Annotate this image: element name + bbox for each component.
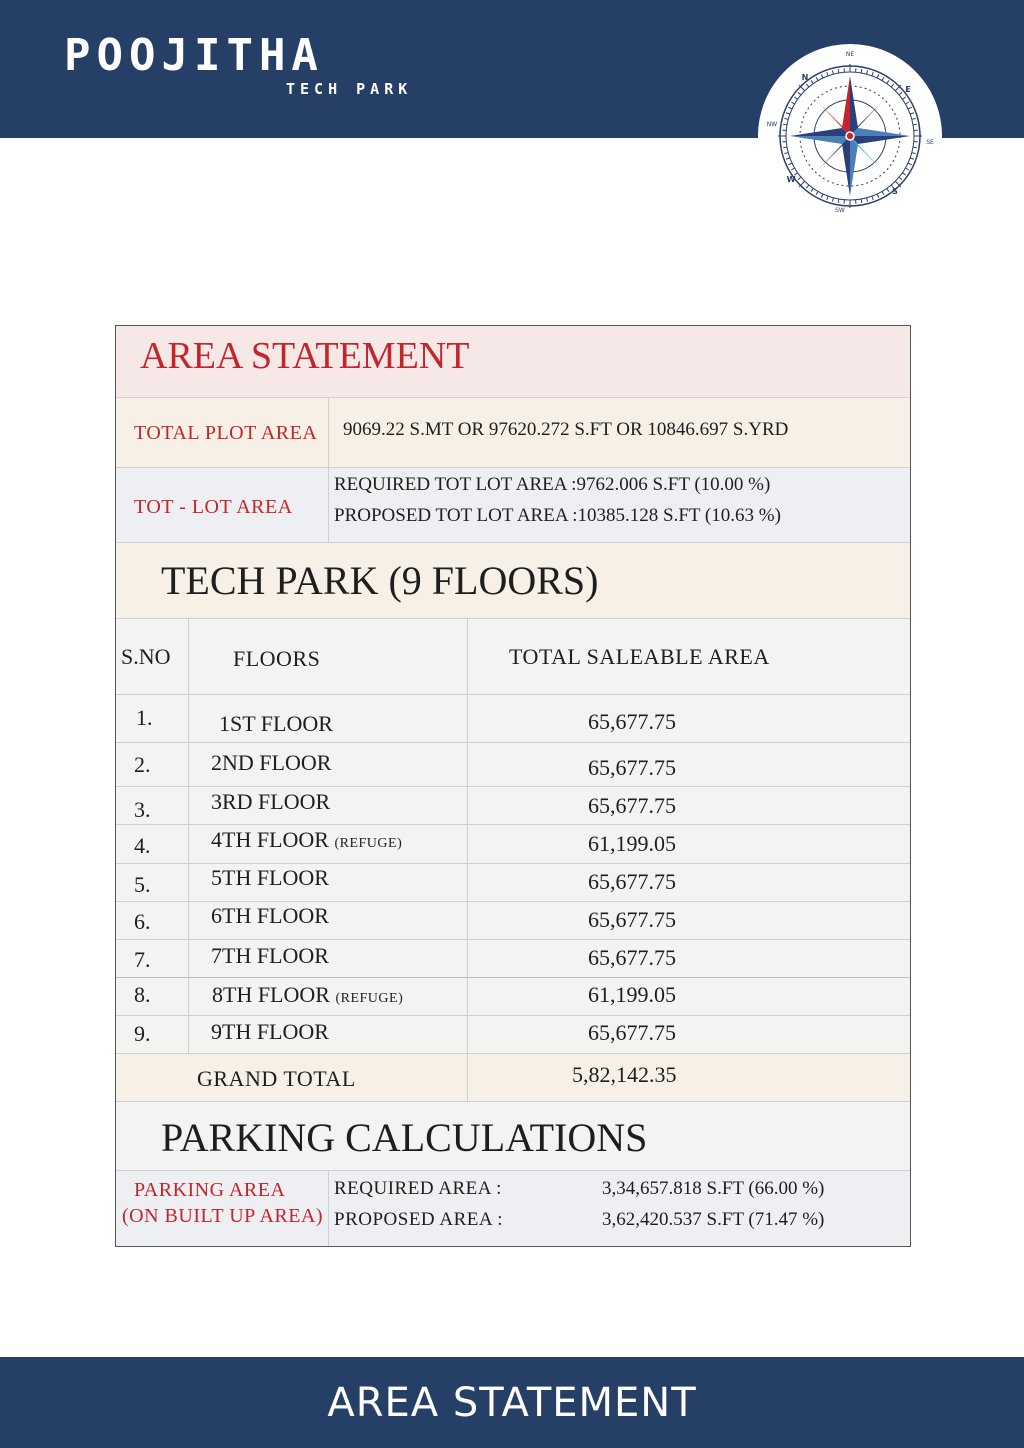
compass-tick [908, 163, 912, 165]
compass-tick [838, 199, 839, 203]
compass-tick [910, 158, 914, 159]
total-plot-area-value: 9069.22 S.MT OR 97620.272 S.FT OR 10846.697 S.YRD [343, 419, 789, 440]
compass-label-e: E [905, 85, 911, 94]
compass-tick [877, 74, 879, 78]
row-area: 65,677.75 [588, 709, 676, 734]
compass-tick [821, 194, 823, 198]
compass-tick [786, 113, 790, 114]
column-header-area: TOTAL SALEABLE AREA [509, 644, 770, 669]
row-area: 65,677.75 [588, 907, 676, 932]
compass-tick [784, 153, 788, 154]
compass-tick [838, 69, 839, 73]
column-divider [467, 619, 468, 1101]
compass-tick [872, 196, 873, 200]
grand-total-label: GRAND TOTAL [197, 1066, 356, 1091]
column-divider [328, 1171, 329, 1246]
compass-tick [783, 147, 787, 148]
row-floor-label: 8TH FLOOR [212, 982, 330, 1007]
compass-badge [758, 44, 942, 228]
compass-tick [905, 168, 908, 170]
compass-tick [806, 185, 809, 188]
row-floor [212, 982, 403, 1008]
row-area: 65,677.75 [588, 945, 676, 970]
table-row [116, 695, 910, 742]
table-row [116, 825, 910, 863]
compass-tick [887, 188, 889, 191]
compass-label-n: N [801, 73, 809, 82]
area-statement-title-band [116, 326, 910, 397]
row-floor: 2ND FLOOR [211, 750, 332, 775]
row-sno: 6. [134, 909, 151, 934]
tech-park-title-band [116, 543, 910, 618]
compass-tick [821, 74, 823, 78]
compass-label-sw: SW [835, 207, 845, 214]
parking-title: PARKING CALCULATIONS [161, 1115, 648, 1160]
area-statement-title: AREA STATEMENT [140, 335, 470, 377]
row-sno: 4. [134, 833, 151, 858]
compass-tick [861, 69, 862, 73]
compass-label-w: W [786, 175, 796, 184]
row-area: 61,199.05 [588, 831, 676, 856]
refuge-note: (REFUGE) [335, 991, 404, 1006]
footer-title: AREA STATEMENT [327, 1380, 697, 1426]
compass-tick [806, 84, 809, 87]
compass-tick [867, 70, 868, 74]
compass-tick [905, 102, 908, 104]
compass-tick [882, 191, 884, 194]
parking-label-line2: (ON BUILT UP AREA) [122, 1205, 324, 1227]
compass-tick [798, 177, 801, 180]
compass-label-ne: NE [845, 51, 855, 58]
grand-total-row [116, 1054, 910, 1101]
compass-tick [882, 77, 884, 80]
compass-icon [758, 44, 942, 228]
compass-tick [816, 77, 818, 80]
compass-tick [877, 194, 879, 198]
compass-tick [832, 70, 833, 74]
compass-tick [811, 80, 813, 83]
row-sno: 9. [134, 1021, 151, 1046]
row-area: 65,677.75 [588, 793, 676, 818]
tot-lot-required: REQUIRED TOT LOT AREA :9762.006 S.FT (10.00 %) [334, 474, 771, 495]
row-sno: 5. [134, 872, 151, 897]
compass-tick [788, 163, 792, 165]
row-sno: 8. [134, 982, 151, 1007]
compass-tick [832, 198, 833, 202]
row-floor: 1ST FLOOR [219, 711, 333, 736]
table-row [116, 940, 910, 977]
compass-label-se: SE [926, 139, 934, 146]
compass-tick [913, 124, 917, 125]
table-row [116, 978, 910, 1015]
compass-label-s: S [892, 187, 898, 196]
row-floor-label: 4TH FLOOR [211, 827, 329, 852]
tot-lot-area-row [116, 468, 910, 542]
compass-tick [912, 153, 916, 154]
parking-required-label: REQUIRED AREA : [334, 1178, 502, 1199]
compass-tick [786, 158, 790, 159]
table-row [116, 1016, 910, 1053]
table-row [116, 787, 910, 824]
row-sno: 3. [134, 797, 151, 822]
compass-tick [861, 199, 862, 203]
compass-tick [827, 196, 828, 200]
compass-tick [798, 92, 801, 95]
compass-tick [902, 173, 905, 175]
compass-tick [783, 124, 787, 125]
row-floor: 6TH FLOOR [211, 903, 329, 928]
table-row [116, 902, 910, 939]
total-plot-area-label: TOTAL PLOT AREA [134, 422, 318, 444]
row-floor: 7TH FLOOR [211, 943, 329, 968]
compass-tick [791, 102, 794, 104]
compass-tick [908, 107, 912, 109]
row-area: 65,677.75 [588, 869, 676, 894]
parking-proposed-label: PROPOSED AREA : [334, 1209, 504, 1230]
compass-tick [902, 97, 905, 99]
compass-tick [867, 198, 868, 202]
column-divider [188, 619, 189, 1054]
row-floor: 3RD FLOOR [211, 789, 331, 814]
parking-label-line1: PARKING AREA [134, 1179, 286, 1201]
row-floor: 9TH FLOOR [211, 1019, 329, 1044]
compass-tick [827, 72, 828, 76]
compass-tick [899, 92, 902, 95]
grand-total-value: 5,82,142.35 [572, 1062, 677, 1087]
refuge-note: (REFUGE) [334, 836, 403, 851]
logo-text: POOJITHA [64, 30, 324, 81]
column-header-floors: FLOORS [233, 646, 321, 671]
parking-proposed-value: 3,62,420.537 S.FT (71.47 %) [602, 1209, 825, 1230]
compass-tick [899, 177, 902, 180]
row-area: 61,199.05 [588, 982, 676, 1007]
compass-tick [788, 107, 792, 109]
compass-tick [912, 118, 916, 119]
row-area: 65,677.75 [588, 1020, 676, 1045]
column-header-sno: S.NO [121, 644, 171, 669]
area-statement-sheet [115, 325, 911, 1247]
compass-tick [887, 80, 889, 83]
tot-lot-area-label: TOT - LOT AREA [134, 496, 293, 518]
compass-tick [872, 72, 873, 76]
compass-tick [816, 191, 818, 194]
tech-park-title: TECH PARK (9 FLOORS) [161, 558, 599, 603]
row-floor: 5TH FLOOR [211, 865, 329, 890]
tot-lot-proposed: PROPOSED TOT LOT AREA :10385.128 S.FT (10.63 %) [334, 505, 781, 526]
logo-subtext: TECH PARK [286, 80, 413, 98]
floor-table-header [116, 619, 910, 694]
table-row [116, 864, 910, 901]
compass-tick [913, 147, 917, 148]
column-divider [328, 398, 329, 542]
compass-tick [811, 188, 813, 191]
compass-tick [794, 97, 797, 99]
parking-row [116, 1171, 910, 1246]
row-floor [211, 827, 402, 853]
compass-tick [910, 113, 914, 114]
row-sno: 7. [134, 947, 151, 972]
compass-tick [891, 84, 894, 87]
compass-label-nw: NW [766, 121, 778, 128]
row-sno: 2. [134, 752, 151, 777]
row-area: 65,677.75 [588, 755, 676, 780]
table-row [116, 743, 910, 786]
parking-required-value: 3,34,657.818 S.FT (66.00 %) [602, 1178, 825, 1199]
row-sno: 1. [136, 705, 153, 730]
compass-tick [791, 168, 794, 170]
total-plot-area-row [116, 398, 910, 467]
parking-title-band [116, 1102, 910, 1170]
compass-tick [784, 118, 788, 119]
